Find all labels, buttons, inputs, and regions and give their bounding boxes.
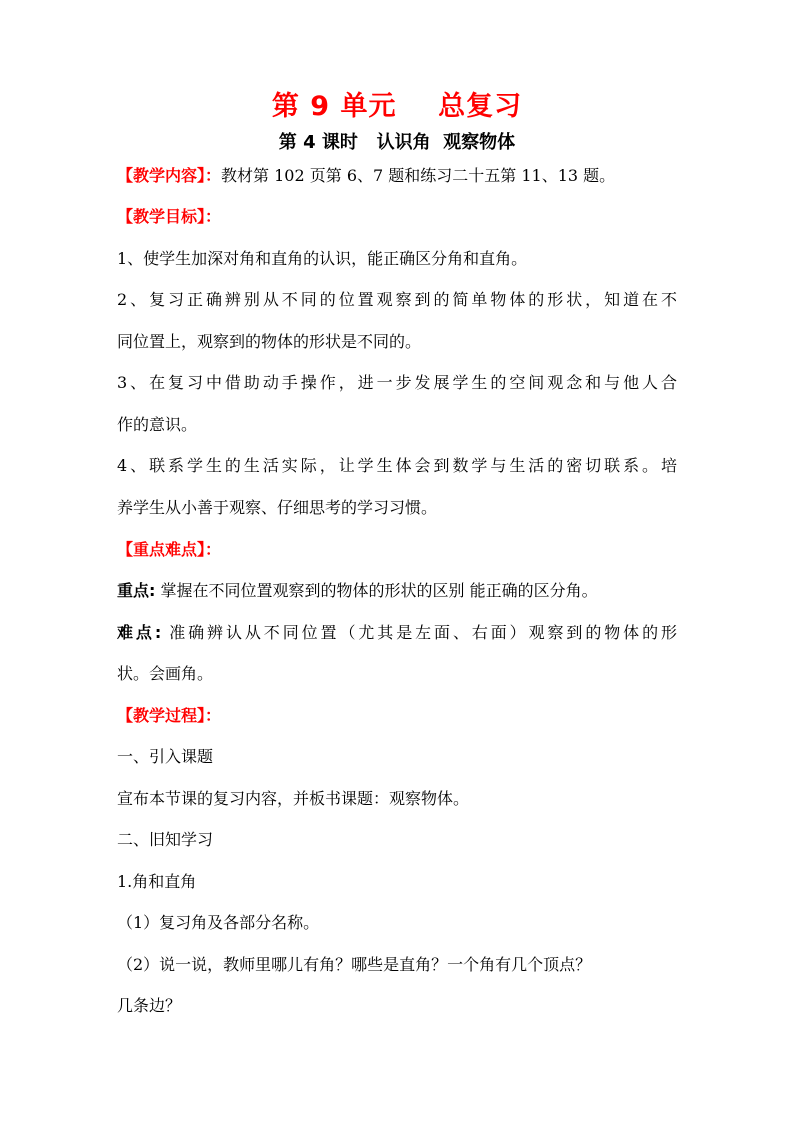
- section-2-subheading: 1.角和直角: [117, 872, 197, 891]
- goal-item-3-line-2: 作的意识。: [117, 415, 198, 434]
- section-1-text: 宣布本节课的复习内容，并板书课题：观察物体。: [117, 789, 470, 808]
- goals-label: 【教学目标】：: [117, 207, 222, 226]
- goal-item-2-line-2: 同位置上，观察到的物体的形状是不同的。: [117, 332, 422, 351]
- difficulty-line-1: [117, 618, 677, 648]
- goal-item-4-line-1: 4、联系学生的生活实际，让学生体会到数学与生活的密切联系。培: [117, 456, 677, 475]
- goal-item-1: 1、使学生加深对角和直角的认识，能正确区分角和直角。: [117, 249, 528, 268]
- content-label: 【教学内容】：: [117, 166, 222, 185]
- process-heading: [117, 701, 677, 731]
- content-text: 教材第 102 页第 6、7 题和练习二十五第 11、13 题。: [221, 166, 616, 185]
- page-subtitle: 第 4 课时 认识角 观察物体: [278, 132, 516, 153]
- section-2-item-1: （1）复习角及各部分名称。: [117, 913, 320, 932]
- difficulty-text: 准确辨认从不同位置（尤其是左面、右面）观察到的物体的形: [161, 623, 677, 642]
- goal-item-4-line-2: 养学生从小善于观察、仔细思考的学习习惯。: [117, 498, 438, 517]
- focus-label: 重点:: [117, 581, 156, 600]
- goal-item-2-line-1: 2、复习正确辨别从不同的位置观察到的简单物体的形状，知道在不: [117, 290, 677, 309]
- page-title: 第 9 单元 总复习: [271, 91, 523, 122]
- key-points-heading: [117, 535, 677, 565]
- goal-item-3-line-1: 3、在复习中借助动手操作，进一步发展学生的空间观念和与他人合: [117, 373, 677, 392]
- goals-heading: [117, 202, 677, 232]
- section-1-heading: 一、引入课题: [117, 747, 214, 766]
- section-2-item-2-line-1: （2）说一说，教师里哪儿有角？哪些是直角？一个角有几个顶点？: [117, 955, 592, 974]
- section-2-item-2-line-2: 几条边？: [117, 996, 182, 1015]
- content-line: [117, 161, 677, 191]
- focus-text: 掌握在不同位置观察到的物体的形状的区别 能正确的区分角。: [155, 581, 598, 600]
- key-points-label: 【重点难点】：: [117, 540, 222, 559]
- difficulty-line-2: 状。会画角。: [117, 664, 214, 683]
- section-2-heading: 二、旧知学习: [117, 830, 214, 849]
- focus-line: [117, 576, 677, 606]
- difficulty-label: 难点:: [117, 623, 162, 642]
- process-label: 【教学过程】：: [117, 706, 222, 725]
